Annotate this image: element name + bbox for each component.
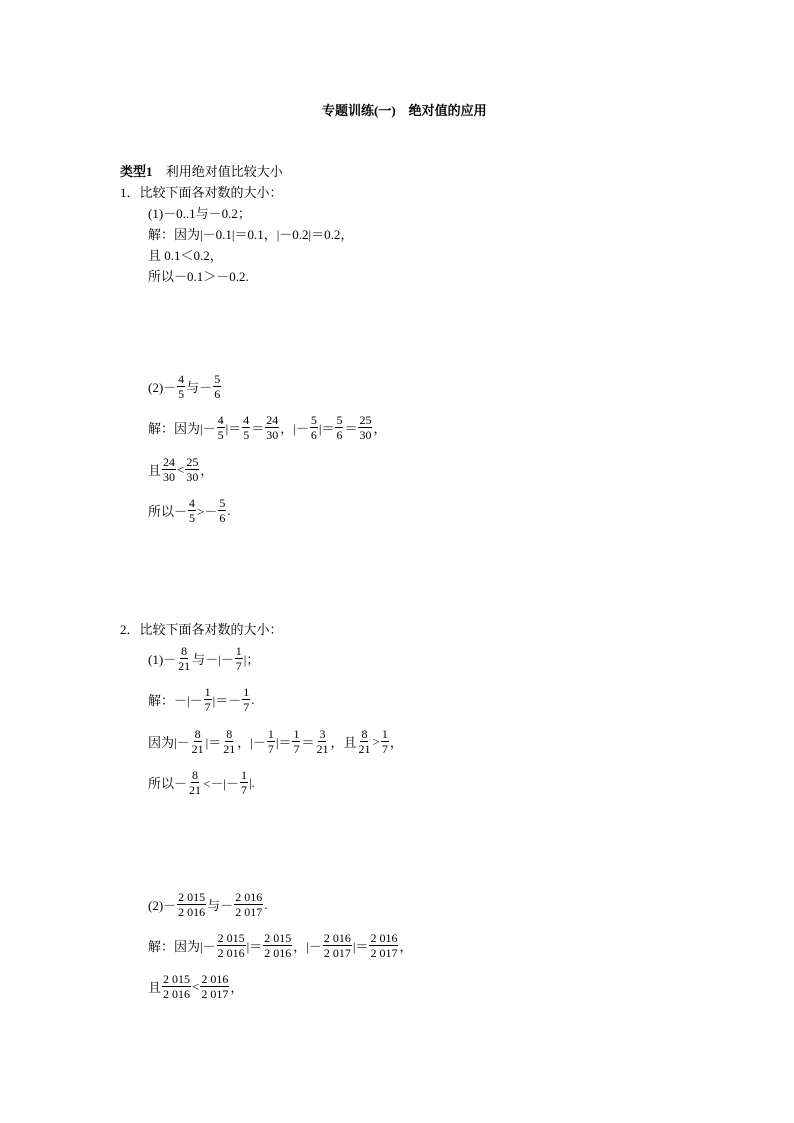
q2-p1-compare <box>148 727 403 756</box>
denominator: 2 016 <box>217 946 245 960</box>
denominator: 2 016 <box>264 946 292 960</box>
text: 与－|－ <box>192 652 234 667</box>
page-title: 专题训练(一) 绝对值的应用 <box>322 103 487 118</box>
fraction <box>335 413 343 442</box>
numerator: 3 <box>319 727 326 741</box>
numerator: 5 <box>310 413 317 427</box>
denominator: 2 017 <box>323 946 351 960</box>
text: ， <box>373 421 387 436</box>
text: < <box>177 461 185 477</box>
numerator: 8 <box>194 727 201 741</box>
fraction <box>177 372 185 401</box>
text: 且 <box>148 980 162 995</box>
numerator: 2 015 <box>178 890 206 904</box>
fraction <box>191 727 205 756</box>
text: 且 <box>148 463 162 478</box>
text: . <box>264 896 268 912</box>
numerator: 24 <box>266 413 279 427</box>
text: >－ <box>197 504 218 519</box>
fraction <box>358 413 372 442</box>
fraction <box>310 413 318 442</box>
denominator: 21 <box>178 659 191 673</box>
denominator: 5 <box>217 428 224 442</box>
numerator: 2 016 <box>235 890 263 904</box>
denominator: 6 <box>219 511 226 525</box>
fraction <box>369 931 398 960</box>
text: ，|－ <box>280 421 309 436</box>
numerator: 4 <box>217 413 224 427</box>
denominator: 30 <box>163 470 176 484</box>
q1-heading: 1．比较下面各对数的大小： <box>120 185 283 200</box>
fraction <box>265 413 279 442</box>
text: < <box>192 978 200 994</box>
numerator: 5 <box>336 413 343 427</box>
text: (2)－ <box>148 380 177 395</box>
fraction <box>357 727 371 756</box>
numerator: 1 <box>267 727 274 741</box>
text: |. <box>248 774 255 790</box>
text: |＝ <box>352 939 369 954</box>
numerator: 1 <box>235 644 242 658</box>
text: |＝ <box>246 939 263 954</box>
fraction <box>315 727 329 756</box>
denominator: 7 <box>243 700 250 714</box>
numerator: 2 016 <box>201 972 229 986</box>
numerator: 2 015 <box>264 931 292 945</box>
denominator: 6 <box>310 428 317 442</box>
text: 所以－ <box>148 504 188 519</box>
denominator: 7 <box>235 659 242 673</box>
text: ＝ <box>344 421 358 436</box>
fraction <box>235 644 243 673</box>
q1-p1-line3: 且 0.1＜0.2， <box>148 248 223 263</box>
q1-p2-compare <box>148 455 213 484</box>
text: ， <box>389 735 403 750</box>
q2-p1-problem <box>148 644 259 673</box>
fraction <box>292 727 300 756</box>
section-label: 类型1 <box>120 164 153 179</box>
text: 与－ <box>186 380 213 395</box>
denominator: 2 017 <box>370 946 398 960</box>
denominator: 2 017 <box>201 987 229 1001</box>
fraction <box>213 372 221 401</box>
fraction <box>267 727 275 756</box>
text: ＝ <box>251 421 265 436</box>
numerator: 1 <box>243 685 250 699</box>
numerator: 2 016 <box>323 931 351 945</box>
text: (1)－ <box>148 652 177 667</box>
numerator: 1 <box>204 685 211 699</box>
denominator: 7 <box>267 742 274 756</box>
text: ， <box>230 980 244 995</box>
numerator: 4 <box>189 496 196 510</box>
text: 解：因为|－ <box>148 939 216 954</box>
text: 因为|－ <box>148 735 190 750</box>
denominator: 21 <box>189 783 202 797</box>
fraction <box>242 413 250 442</box>
numerator: 2 015 <box>163 972 191 986</box>
numerator: 8 <box>192 768 199 782</box>
text: |； <box>243 652 260 667</box>
fraction <box>217 931 246 960</box>
text: ＝ <box>301 735 315 750</box>
fraction <box>234 890 263 919</box>
denominator: 5 <box>178 387 185 401</box>
text: |＝ <box>318 421 335 436</box>
text: <－|－ <box>203 776 239 791</box>
denominator: 21 <box>191 742 204 756</box>
numerator: 24 <box>163 455 176 469</box>
q2-p1-result <box>148 768 255 797</box>
text: |＝ <box>205 735 222 750</box>
numerator: 1 <box>240 768 247 782</box>
text: ， <box>399 939 413 954</box>
denominator: 2 017 <box>235 905 263 919</box>
denominator: 2 016 <box>163 987 191 1001</box>
numerator: 4 <box>178 372 185 386</box>
fraction <box>222 727 236 756</box>
fraction <box>188 768 202 797</box>
denominator: 2 016 <box>178 905 206 919</box>
text: (2)－ <box>148 898 177 913</box>
section-text: 利用绝对值比较大小 <box>165 164 283 179</box>
denominator: 21 <box>316 742 329 756</box>
text: |＝ <box>225 421 242 436</box>
q1-p2-solution <box>148 413 386 442</box>
denominator: 30 <box>186 470 199 484</box>
fraction <box>188 496 196 525</box>
fraction <box>200 972 229 1001</box>
q1-p2-result <box>148 496 231 525</box>
q2-heading: 2．比较下面各对数的大小： <box>120 622 283 637</box>
fraction <box>177 890 206 919</box>
fraction <box>263 931 292 960</box>
fraction <box>217 413 225 442</box>
fraction <box>185 455 199 484</box>
text: |＝ <box>275 735 292 750</box>
denominator: 30 <box>359 428 372 442</box>
section-heading <box>120 161 283 180</box>
denominator: 6 <box>214 387 221 401</box>
denominator: 21 <box>358 742 371 756</box>
numerator: 5 <box>219 496 226 510</box>
numerator: 8 <box>361 727 368 741</box>
text: ，且 <box>330 735 357 750</box>
q2-p1-solution <box>148 685 254 714</box>
numerator: 25 <box>359 413 372 427</box>
q1-p2-problem <box>148 372 222 401</box>
numerator: 4 <box>243 413 250 427</box>
numerator: 8 <box>181 644 188 658</box>
text: 解：因为|－ <box>148 421 216 436</box>
text: 所以－ <box>148 776 188 791</box>
q1-p1-line4: 所以－0.1＞－0.2. <box>148 269 249 284</box>
denominator: 7 <box>240 783 247 797</box>
fraction <box>381 727 389 756</box>
numerator: 2 015 <box>217 931 245 945</box>
fraction <box>162 972 191 1001</box>
denominator: 5 <box>189 511 196 525</box>
denominator: 7 <box>293 742 300 756</box>
text: ，|－ <box>237 735 266 750</box>
fraction <box>323 931 352 960</box>
denominator: 7 <box>204 700 211 714</box>
fraction <box>218 496 226 525</box>
q2-p2-solution <box>148 931 412 960</box>
fraction <box>204 685 212 714</box>
text: ，|－ <box>293 939 322 954</box>
text: 与－ <box>207 898 234 913</box>
q1-p1-line2: 解：因为|－0.1|＝0.1，|－0.2|＝0.2， <box>148 227 354 242</box>
numerator: 8 <box>226 727 233 741</box>
denominator: 5 <box>243 428 250 442</box>
numerator: 1 <box>293 727 300 741</box>
text: . <box>227 502 231 518</box>
numerator: 1 <box>381 727 388 741</box>
fraction <box>177 644 191 673</box>
numerator: 2 016 <box>370 931 398 945</box>
denominator: 21 <box>223 742 236 756</box>
denominator: 6 <box>336 428 343 442</box>
text: . <box>251 691 255 707</box>
fraction <box>162 455 176 484</box>
q1-p1-line1: (1)－0..1与－0.2； <box>148 206 251 221</box>
denominator: 7 <box>381 742 388 756</box>
numerator: 5 <box>214 372 221 386</box>
text: > <box>372 733 380 749</box>
fraction <box>242 685 250 714</box>
text: ， <box>200 463 214 478</box>
numerator: 25 <box>186 455 199 469</box>
fraction <box>240 768 248 797</box>
q2-p2-compare <box>148 972 243 1001</box>
denominator: 30 <box>266 428 279 442</box>
q2-p2-problem <box>148 890 267 919</box>
text: |＝－ <box>212 693 242 708</box>
text: 解：－|－ <box>148 693 203 708</box>
